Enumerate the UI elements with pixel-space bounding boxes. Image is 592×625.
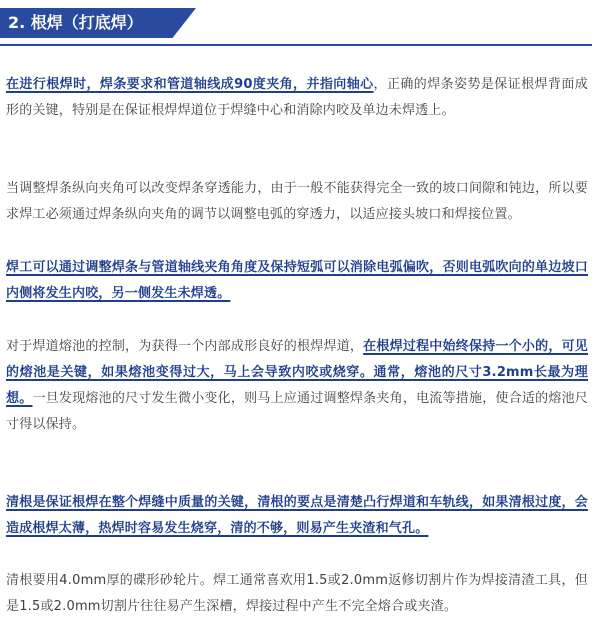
- header-underline: [0, 44, 592, 46]
- emphasis-text: 在进行根焊时，焊条要求和管道轴线成90度夹角，并指向轴心: [6, 77, 374, 92]
- paragraph-1: [6, 72, 588, 124]
- body-text: 清根要用4.0mm厚的碟形砂轮片。焊工通常喜欢用1.5或2.0mm返修切割片作为焊接清渣工具，但是1.5或2.0mm切割片往往易产生深槽，焊接过程中产生不完全熔合或夹渣。: [6, 573, 588, 614]
- body-text: 当调整焊条纵向夹角可以改变焊条穿透能力，由于一般不能获得完全一致的坡口间隙和钝边，所以要求焊工必须通过焊条纵向夹角的调节以调整电弧的穿透力，以适应接头坡口和焊接位置。: [6, 181, 588, 222]
- paragraph-4: [6, 334, 588, 438]
- paragraph-6: [6, 568, 588, 620]
- section-title: 2. 根焊（打底焊）: [8, 13, 143, 32]
- emphasis-text: 焊工可以通过调整焊条与管道轴线夹角角度及保持短弧可以消除电弧偏吹，否则电弧吹向的单边坡口内侧将发生内咬，另一侧发生未焊透。: [6, 260, 588, 301]
- section-header: [0, 8, 592, 38]
- emphasis-text: 在根焊过程中始终保持一个小的，可见的熔池是关键，如果熔池变得过大，马上会导致内咬或烧穿。通常，熔池的尺寸3.2mm长最为理想。: [6, 339, 588, 406]
- body-text: ，正确的焊条姿势是保证根焊背面成形的关键，特别是在保证根焊焊道位于焊缝中心和消除内咬及单边未焊透上。: [6, 77, 588, 118]
- body-text: 对于焊道熔池的控制，为获得一个内部成形良好的根焊焊道，: [6, 339, 364, 354]
- body-text: 一旦发现熔池的尺寸发生微小变化，则马上应通过调整焊条夹角，电流等措施，使合适的熔池尺寸得以保持。: [6, 391, 589, 432]
- paragraph-2: [6, 176, 588, 228]
- emphasis-text: 清根是保证根焊在整个焊缝中质量的关键，清根的要点是清楚凸行焊道和车轨线，如果清根过度，会造成根焊太薄，热焊时容易发生烧穿，清的不够，则易产生夹渣和气孔。: [6, 495, 588, 536]
- paragraph-3: [6, 255, 588, 307]
- paragraph-5: [6, 490, 588, 542]
